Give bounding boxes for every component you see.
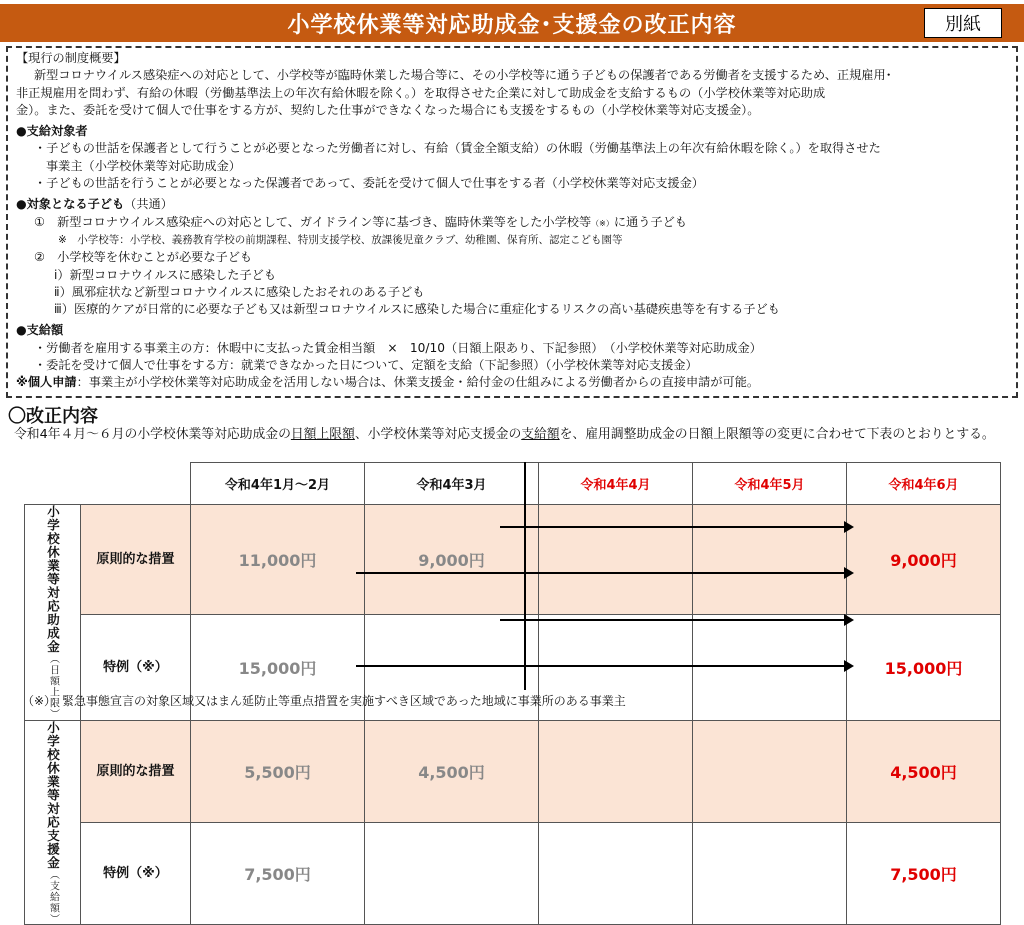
amount-line: ・委託を受けて個人で仕事をする方：就業できなかった日について、定額を支給（下記参照）（小学校休業等対応支援金） — [34, 358, 698, 373]
group-label-text: 小学校休業等対応助成金 — [45, 505, 61, 654]
column-header: 令和4年4月 — [539, 463, 693, 505]
cell-jun: 9,000円 — [847, 505, 1001, 615]
revision-text-3: を、雇用調整助成金の日額上限額等の変更に合わせて下表のとおりとする。 — [559, 427, 995, 442]
amount-line: ・労働者を雇用する事業主の方：休暇中に支払った賃金相当額 × 10/10（日額上限あり、下記参照） （小学校休業等対応助成金） — [34, 340, 762, 355]
overview-intro-line: 新型コロナウイルス感染症への対応として、小学校等が臨時休業した場合等に、その小学校等に通う子どもの保護者である労働者を支援するため、正規雇用･ — [34, 68, 892, 83]
target-line: ・子どもの世話を保護者として行うことが必要となった労働者に対し、有給（賃金全額支給）の休暇（労働基準法上の年次有給休暇を除く。）を取得させた — [34, 141, 881, 156]
cell-jan-feb: 5,500円 — [191, 720, 365, 822]
revision-text-2: 、小学校休業等対応支援金の — [354, 427, 522, 442]
group-paren: （日額上限） — [47, 653, 59, 720]
children-heading-row — [16, 196, 1008, 213]
overview-heading: 【現行の制度概要】 — [16, 51, 126, 65]
individual-prefix: ※個人申請 — [16, 375, 77, 390]
cell-may — [693, 822, 847, 924]
page-title: 小学校休業等対応助成金･支援金の改正内容 — [287, 12, 737, 38]
arrow-right-icon — [356, 572, 852, 574]
children-item-1 — [16, 214, 1008, 232]
children-sub-item: ⅱ）風邪症状など新型コロナウイルスに感染したおそれのある子ども — [54, 284, 425, 299]
children-sub-item: ⅲ）医療的ケアが日常的に必要な子ども又は新型コロナウイルスに感染した場合に重症化するリスクの高い基礎疾患等を有する子ども — [54, 302, 780, 317]
appendix-label: 別紙 — [924, 8, 1002, 38]
cell-jun: 4,500円 — [847, 720, 1001, 822]
children-item-2: ② 小学校等を休むことが必要な子ども — [34, 250, 253, 265]
row-sub-label: 特例（※） — [81, 615, 191, 720]
group-label-text: 小学校休業等対応支援金 — [45, 720, 61, 869]
individual-application — [16, 374, 1008, 391]
group-paren: （支給額） — [47, 869, 59, 924]
table-row — [25, 822, 1001, 924]
group-label-support — [25, 720, 81, 925]
arrow-right-icon — [356, 665, 852, 667]
revision-text-1: 令和4年４月～６月の小学校休業等対応助成金の — [14, 427, 291, 442]
amount-heading: ●支給額 — [16, 323, 64, 338]
arrow-right-icon — [500, 526, 852, 528]
children-item-1-end: に通う子ども — [613, 214, 687, 229]
cell-apr — [539, 822, 693, 924]
revision-heading: 〇改正内容 — [8, 406, 98, 427]
arrow-right-icon — [500, 619, 852, 621]
cell-jan-feb: 7,500円 — [191, 822, 365, 924]
period-divider — [524, 462, 526, 690]
children-note: ※ 小学校等：小学校、義務教育学校の前期課程、特別支援学校、放課後児童クラブ、幼稚園、保育所、認定こども園等 — [58, 233, 623, 246]
target-heading: ●支給対象者 — [16, 124, 88, 139]
target-line: ・子どもの世話を行うことが必要となった保護者であって、委託を受けて個人で仕事をする者（小学校休業等対応支援金） — [34, 176, 704, 191]
table-row — [25, 505, 1001, 615]
title-bar — [0, 4, 1024, 42]
column-header: 令和4年3月 — [365, 463, 539, 505]
revision-text-ul1: 日額上限額 — [290, 427, 355, 442]
revision-text — [14, 426, 1018, 443]
footnote: （※） 緊急事態宣言の対象区域又はまん延防止等重点措置を実施すべき区域であった地域に事業所のある事業主 — [22, 694, 626, 708]
children-item-1-text: ① 新型コロナウイルス感染症への対応として、ガイドライン等に基づき、臨時休業等をした小学校等 — [34, 214, 592, 229]
cell-apr — [539, 720, 693, 822]
cell-mar: 9,000円 — [365, 505, 539, 615]
cell-mar — [365, 822, 539, 924]
children-common: （共通） — [124, 197, 173, 212]
cell-mar: 4,500円 — [365, 720, 539, 822]
cell-jan-feb: 11,000円 — [191, 505, 365, 615]
children-heading: ●対象となる子ども — [16, 197, 125, 212]
cell-jun: 7,500円 — [847, 822, 1001, 924]
row-sub-label: 原則的な措置 — [81, 720, 191, 822]
children-item-1-mark: （※） — [591, 218, 614, 228]
table-header-row — [25, 463, 1001, 505]
column-header: 令和4年5月 — [693, 463, 847, 505]
individual-text: ：事業主が小学校休業等対応助成金を活用しない場合は、休業支援金・給付金の仕組みによる労働者からの直接申請が可能。 — [76, 375, 760, 390]
cell-apr — [539, 505, 693, 615]
row-sub-label: 特例（※） — [81, 822, 191, 924]
cell-may — [693, 720, 847, 822]
target-line: 事業主（小学校休業等対応助成金） — [46, 158, 241, 173]
children-sub-item: ⅰ）新型コロナウイルスに感染した子ども — [54, 267, 277, 282]
revision-text-ul2: 支給額 — [521, 427, 560, 442]
overview-intro-line: 金）。また、委託を受けて個人で仕事をする方が、契約した仕事ができなくなった場合にも支援をするもの（小学校休業等対応支援金）。 — [16, 102, 760, 117]
current-system-overview — [6, 46, 1018, 398]
cell-jan-feb: 15,000円 — [191, 615, 365, 720]
cell-may — [693, 615, 847, 720]
cell-may — [693, 505, 847, 615]
group-label-subsidy — [25, 505, 81, 721]
table-row — [25, 720, 1001, 822]
row-sub-label: 原則的な措置 — [81, 505, 191, 615]
overview-intro-line: 非正規雇用を問わず、有給の休暇（労働基準法上の年次有給休暇を除く。）を取得させた企業に対して助成金を支給するもの（小学校休業等対応助成 — [16, 85, 826, 100]
column-header: 令和4年1月～2月 — [191, 463, 365, 505]
column-header: 令和4年6月 — [847, 463, 1001, 505]
cell-jun: 15,000円 — [847, 615, 1001, 720]
